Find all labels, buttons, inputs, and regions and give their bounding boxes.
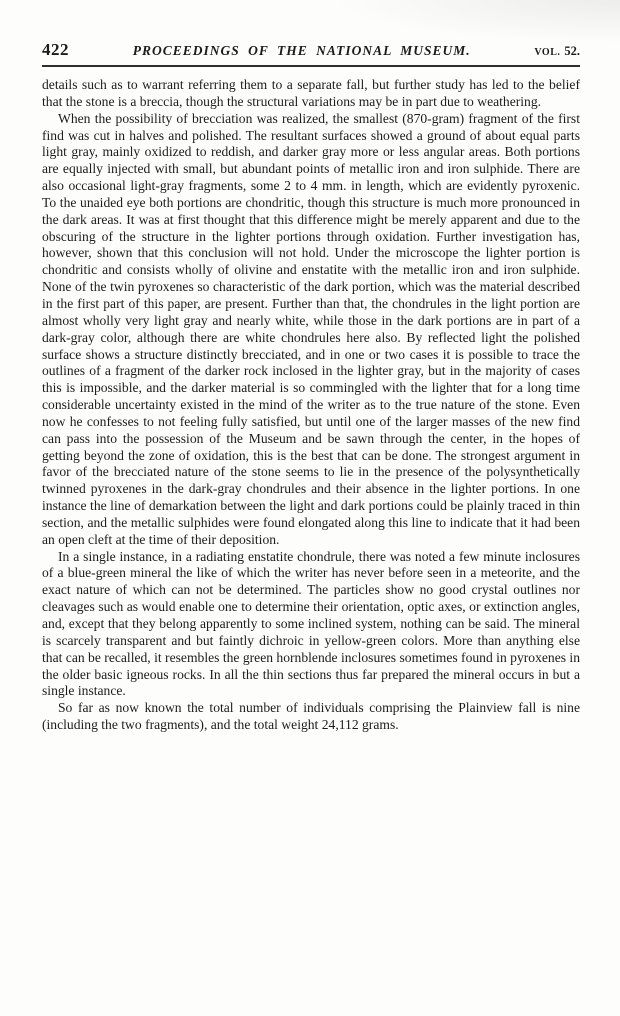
volume-label: VOL. xyxy=(534,47,561,58)
volume-info xyxy=(534,42,580,60)
header-rule xyxy=(42,65,580,67)
paragraph-brecciation: When the possibility of brecciation was realized, the smallest (870-gram) fragment of the first find was cut in halves and polished. The resultant surfaces showed a ground of about equal parts light gray, mainly oxidized to reddish, and darker gray more or less angular areas. Both portions are equally injected with small, but abundant points of metallic iron and iron sulphide. There are also occasional light-gray fragments, some 2 to 4 mm. in length, which are evidently pyroxenic. To the unaided eye both portions are chondritic, though this structure is much more pronounced in the dark areas. It was at first thought that this difference might be merely apparent and due to the obscuring of the structure in the lighter portions through oxidation. Further investigation has, however, shown that this conclusion will not hold. Under the microscope the lighter portion is chondritic and consists wholly of olivine and enstatite with the metallic iron and iron sulphide. None of the twin pyroxenes so characteristic of the dark portion, which was the material described in the first part of this paper, are present. Further than that, the chondrules in the light portion are almost wholly very light gray and nearly white, while those in the dark portions are in part of a dark-gray color, although there are white chondrules here also. By reflected light the polished surface shows a structure distinctly brecciated, and in one or two cases it is possible to trace the outlines of a fragment of the darker rock inclosed in the lighter gray, but in the majority of cases this is impossible, and the darker material is so commingled with the lighter that for a long time considerable uncertainty existed in the mind of the writer as to the true nature of the stone. Even now he confesses to not feeling fully satisfied, but until one of the larger masses of the new find can pass into the possession of the Museum and be sawn through the center, in the hopes of getting beyond the zone of oxidation, this is the best that can be done. The strongest argument in favor of the brecciated nature of the stone seems to lie in the presence of the polysynthetically twinned pyroxenes in the dark-gray chondrules and their absence in the lighter portions. In one instance the line of demarkation between the light and dark portions could be plainly traced in thin section, and the metallic sulphides were found elongated along this line to indicate that it had been an open cleft at the time of their deposition. xyxy=(42,110,580,547)
volume-number: 52. xyxy=(564,44,580,58)
paragraph-continuation: details such as to warrant referring them to a separate fall, but further study has led to the belief that the stone is a breccia, though the structural variations may be in part due to weathering. xyxy=(42,77,580,109)
paragraph-blue-green-mineral: In a single instance, in a radiating enstatite chondrule, there was noted a few minute inclosures of a blue-green mineral the like of which the writer has never before seen in a meteorite, and the exact nature of which can not be determined. The particles show no good crystal outlines nor cleavages such as would enable one to determine their orientation, optic axes, or extinction angles, and, except that they belong apparently to some inclined system, nothing can be said. The mineral is scarcely transparent and but faintly dichroic in yellow-green colors. More than anything else that can be recalled, it resembles the green hornblende inclosures sometimes found in pyroxenes in the older basic igneous rocks. In all the thin sections thus far prepared the mineral occurs in but a single instance. xyxy=(42,548,580,699)
article-body xyxy=(42,77,580,734)
page-header xyxy=(42,40,580,60)
running-head: PROCEEDINGS OF THE NATIONAL MUSEUM. xyxy=(132,43,471,58)
page-number: 422 xyxy=(42,40,69,59)
paragraph-total-weight: So far as now known the total number of individuals comprising the Plainview fall is nine (including the two fragments), and the total weight 24,112 grams. xyxy=(42,700,580,733)
